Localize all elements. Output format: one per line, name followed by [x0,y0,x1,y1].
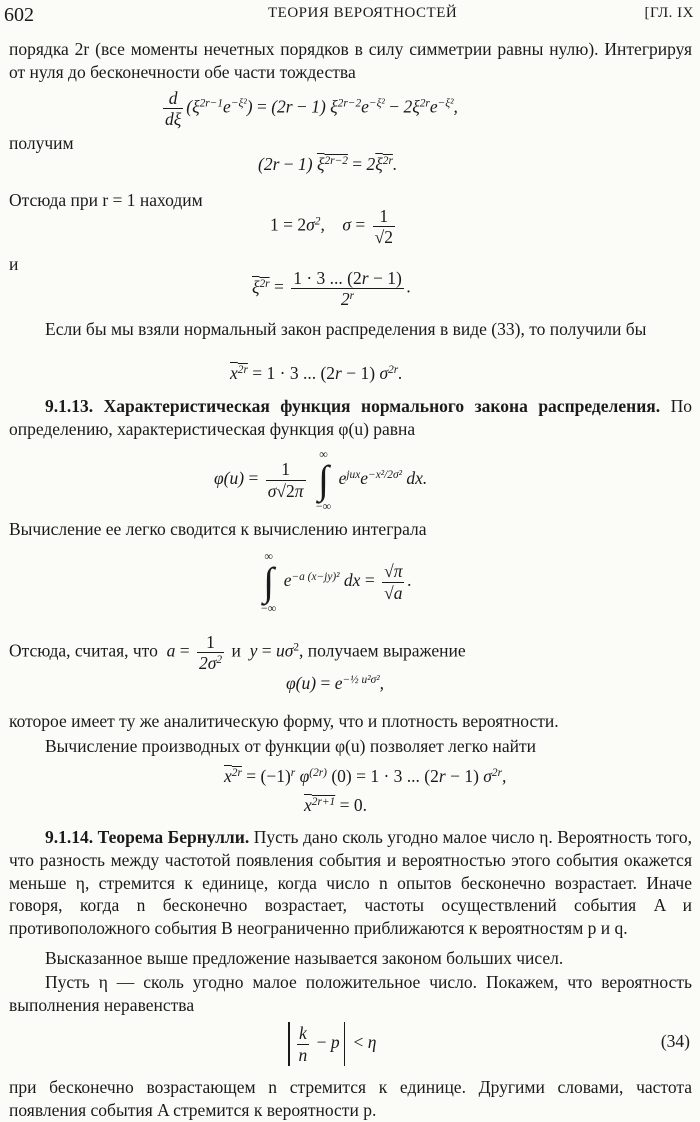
equation-xi-moment: $\xi^{2r}$ = $\frac{1 \cdot 3 ... (2r - 1)}{2^r}$ . [252,268,412,310]
paragraph-derivatives: Вычисление производных от функции φ(u) позволяет легко найти [45,736,537,756]
paragraph-analytic-form: которое имеет ту же аналитическую форму, что и плотность вероятности. [9,711,559,731]
section-text-9-1-14: Пусть дано сколь угодно малое число η. Вероятность того, что разность между частотой появления события и вероятностью этого события окажется меньше η, стремится к единице, когда число n опытов бесконечно возрастает. Иначе говоря, когда n бесконечно возрастает, частоты осуществлений события A и противоположного события B неограниченно приближаются к вероятностям p и q. [9,827,693,938]
running-header [4,2,694,26]
equation-phi-result: $\varphi(u) = e^{-\frac{1}{2} u^2\sigma^2}$, [286,673,384,693]
paragraph-frequency: при бесконечно возрастающем n стремится к единице. Другими словами, частота появления события A стремится к вероятности p. [9,1077,692,1120]
equation-x-moment: $x^{2r} = 1 \cdot 3$ ... (2r − 1) $\sigma^{2r}$. [230,363,403,383]
equation-sigma: $1 = 2\sigma^2$, σ = $\frac{1}{√2}$ [270,206,393,248]
word-i: и [9,254,19,274]
running-title: ТЕОРИЯ ВЕРОЯТНОСТЕЙ [268,5,458,21]
substitution-text-a: Отсюда, считая, что [9,640,158,661]
paragraph-substitution: Отсюда, считая, что a = $\frac{1}{2\sigma^2}$ и $y = u\sigma^2$, получаем выражение [9,632,466,674]
substitution-text-c: получаем выражение [307,640,466,661]
equation-odd-moments: $x^{2r+1} = 0$. [304,795,367,815]
word-poluchim: получим [9,133,74,153]
section-text-9-1-13: По определению, характеристическая функция φ(u) равна [9,396,692,439]
equation-characteristic-function: φ(u) = $\frac{1}{\sigma√2\pi}$ ∞ ∫ −∞ $e^{jux}e^{-x^2/2\sigma^2}$ dx. [214,447,428,513]
section-title-9-1-14: 9.1.14. Теорема Бернулли. [45,827,250,847]
equation-even-moments: $x^{2r} = (-1)^r$ $\varphi^{(2r)}$ (0) = 1 · 3 ... (2r − 1) $\sigma^{2r}$, [224,766,507,786]
section-9-1-14 [9,826,692,940]
equation-identity: $\frac{d}{d\xi}$ $(\xi^{2r-1}e^{-\xi^2}) = (2r - 1) \xi^{2r-2}e^{-\xi^2} - 2\xi^{2r}e^{-\xi^2}$, [165,88,458,130]
paragraph-moments: порядка 2r (все моменты нечетных порядков в силу симметрии равны нулю). Интегрируя от нуля до бесконечности обе части тождества [9,39,692,82]
section-9-1-13 [9,395,692,441]
paragraph-normal-law: Если бы мы взяли нормальный закон распределения в виде (33), то получили бы [45,319,647,339]
paragraph-inequality-intro: Пусть η — сколь угодно малое положительное число. Покажем, что вероятность выполнения неравенства [9,972,692,1015]
page-number: 602 [4,4,34,26]
equation-bernoulli-inequality: $\frac{k}{n}$ − p < η [284,1022,376,1066]
equation-moment-relation: (2r − 1) $\xi^{2r-2} = 2\xi^{2r}$. [258,154,398,174]
paragraph-integral: Вычисление ее легко сводится к вычислению интеграла [9,519,427,539]
section-title-9-1-13: 9.1.13. Характеристическая функция нормального закона распределения. [45,396,661,416]
chapter-marker: [ГЛ. IX [644,5,694,21]
equation-gauss-integral: ∞ ∫ −∞ $e^{-a (x-jy)^2}$ dx = $\frac{√\pi}{√a}$ . [261,549,412,615]
substitution-text-b: и [231,640,241,661]
paragraph-law-large-numbers: Высказанное выше предложение называется законом больших чисел. [45,948,564,968]
equation-number-34: (34) [660,1031,690,1051]
paragraph-otsyuda: Отсюда при r = 1 находим [9,190,203,210]
